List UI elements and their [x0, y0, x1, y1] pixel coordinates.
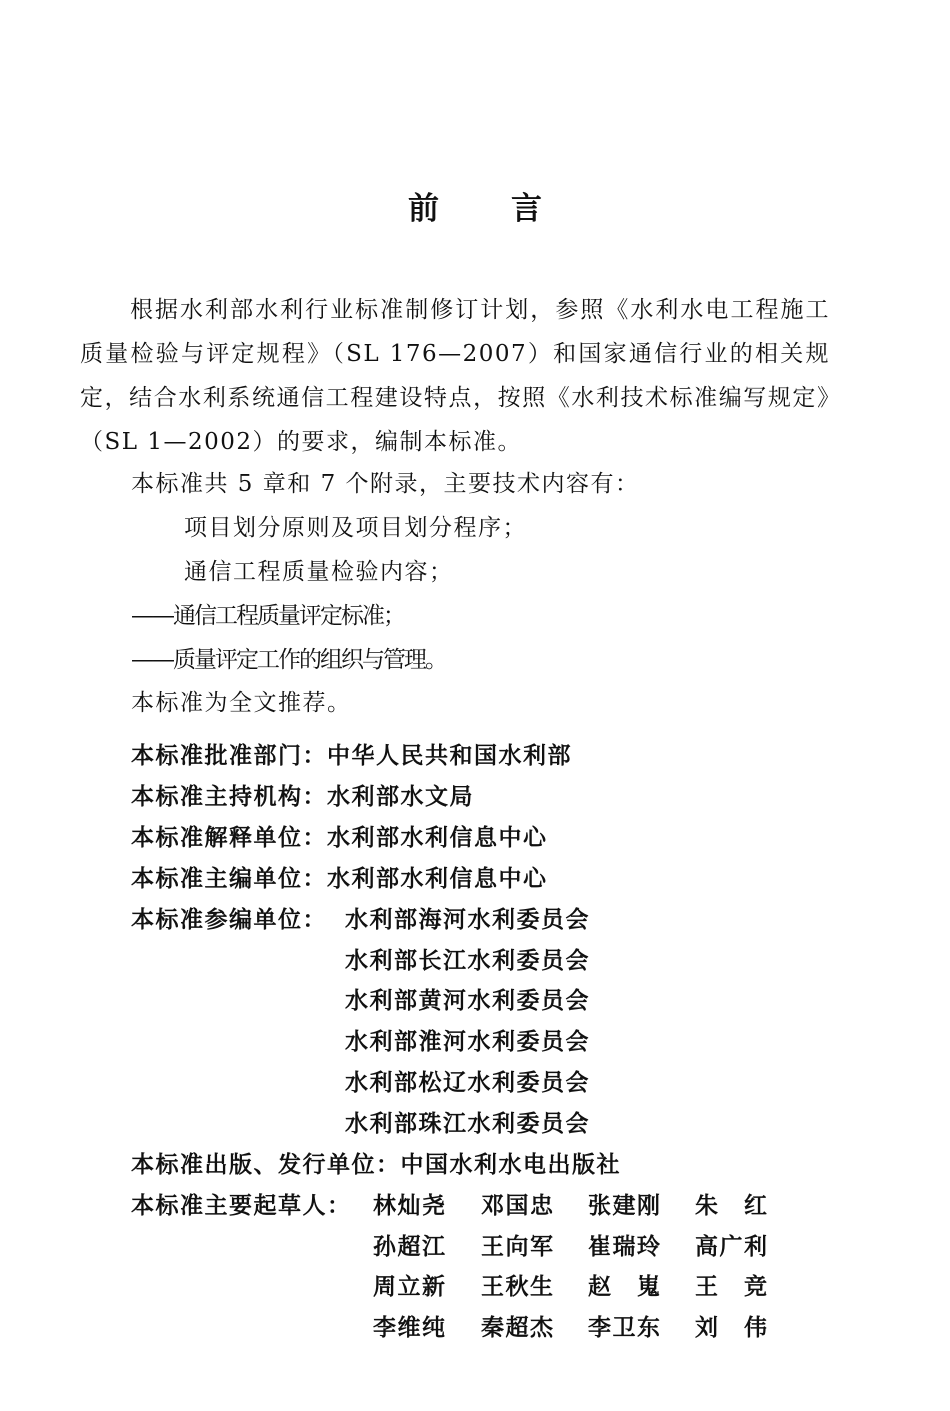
participant-unit: 水利部黄河水利委员会 [345, 987, 590, 1014]
page-title [0, 183, 950, 228]
intro-paragraph: 根据水利部水利行业标准制修订计划，参照《水利水电工程施工质量检验与评定规程》（SL 176—2007）和国家通信行业的相关规定，结合水利系统通信工程建设特点，按照《水利技术标准编写规定》（SL 1—2002）的要求，编制本标准。 [80, 297, 830, 455]
drafter-name: 邓国忠 [481, 1192, 555, 1219]
drafter-name: 张建刚 [588, 1192, 662, 1219]
drafter-name: 林灿尧 [373, 1192, 447, 1219]
drafter-name: 崔瑞玲 [588, 1233, 662, 1260]
participant-unit: 水利部淮河水利委员会 [345, 1028, 590, 1055]
drafter-name: 刘 伟 [695, 1314, 769, 1341]
drafter-name: 秦超杰 [481, 1314, 555, 1341]
drafter-name: 赵 嵬 [588, 1273, 662, 1300]
interpret-value: 水利部水利信息中心 [327, 824, 548, 851]
drafter-name: 李维纯 [373, 1314, 447, 1341]
chief-value: 水利部水利信息中心 [327, 865, 548, 892]
interpret-label: 本标准解释单位： [131, 824, 327, 851]
approval-value: 中华人民共和国水利部 [327, 742, 572, 769]
participant-unit: 水利部珠江水利委员会 [345, 1110, 590, 1137]
participants-label: 本标准参编单位： [131, 906, 327, 933]
drafter-name: 孙超江 [373, 1233, 447, 1260]
chief-row [131, 864, 548, 894]
list-item: 通信工程质量检验内容； [184, 559, 454, 585]
drafter-name: 王秋生 [481, 1273, 555, 1300]
drafters-label: 本标准主要起草人： [131, 1192, 352, 1219]
list-item: 项目划分原则及项目划分程序； [184, 515, 527, 541]
title-char-1: 前 [408, 191, 439, 227]
drafter-name: 李卫东 [588, 1314, 662, 1341]
interpret-row [131, 823, 548, 853]
content-summary: 本标准共 5 章和 7 个附录，主要技术内容有： [131, 471, 640, 497]
approval-row [131, 741, 572, 771]
recommend-statement: 本标准为全文推荐。 [131, 690, 352, 716]
host-value: 水利部水文局 [327, 783, 474, 810]
list-item: ——通信工程质量评定标准； [131, 603, 404, 629]
list-item: ——质量评定工作的组织与管理。 [131, 647, 446, 673]
publisher-label: 本标准出版、发行单位： [131, 1151, 401, 1178]
publisher-row [131, 1150, 621, 1180]
drafter-name: 周立新 [373, 1273, 447, 1300]
host-row [131, 782, 474, 812]
drafter-name: 王向军 [481, 1233, 555, 1260]
participant-unit: 水利部长江水利委员会 [345, 947, 590, 974]
publisher-value: 中国水利水电出版社 [400, 1151, 621, 1178]
chief-label: 本标准主编单位： [131, 865, 327, 892]
drafter-name: 高广利 [695, 1233, 769, 1260]
participant-unit: 水利部松辽水利委员会 [345, 1069, 590, 1096]
participant-unit: 水利部海河水利委员会 [345, 906, 590, 933]
drafter-name: 王 竞 [695, 1273, 769, 1300]
host-label: 本标准主持机构： [131, 783, 327, 810]
drafter-name: 朱 红 [695, 1192, 769, 1219]
approval-label: 本标准批准部门： [131, 742, 327, 769]
title-char-2: 言 [511, 191, 542, 227]
